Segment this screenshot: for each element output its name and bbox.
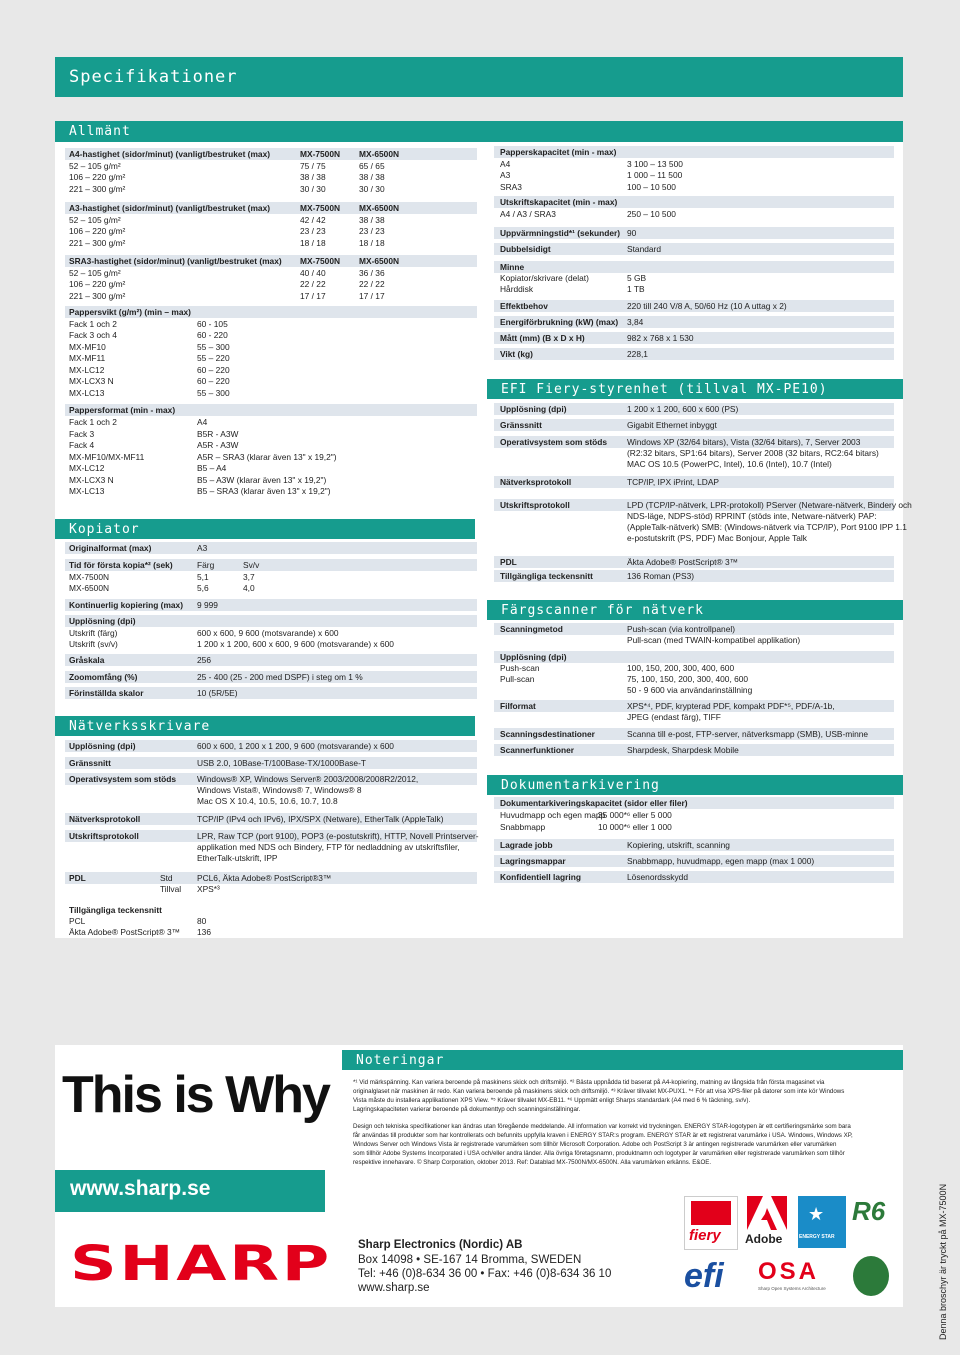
speed-value: 38 / 38	[359, 172, 385, 182]
spec-label: Konfidentiell lagring	[500, 872, 581, 882]
spec-label: Upplösning (dpi)	[69, 741, 136, 751]
paper-format-heading: Pappersformat (min - max)	[69, 405, 176, 415]
spec-label: Gränssnitt	[500, 420, 542, 430]
spec-label: Vikt (kg)	[500, 349, 533, 359]
speed-value: 65 / 65	[359, 160, 385, 171]
row-highlight	[65, 654, 477, 666]
column-header: Sv/v	[243, 560, 260, 570]
spec-label: Zoomomfång (%)	[69, 672, 138, 682]
speed-value: 38 / 38	[300, 172, 326, 182]
note-line: respektive innehavare. © Sharp Corporation, oktober 2013. Ref: Datablad MX-7500N/MX-6500N. Alla varumärken erkänns. E&OE.	[353, 1159, 712, 1166]
section-title: EFI Fiery-styrenhet (tillval MX-PE10)	[501, 381, 828, 397]
spec-label: Uppvärmningstid*¹ (sekunder)	[500, 228, 621, 238]
swan-eco-logo	[853, 1256, 889, 1296]
section-title: Färgscanner för nätverk	[501, 602, 705, 618]
tray-label: MX-LC13	[69, 387, 105, 398]
spec-label: Scanningsdestinationer	[500, 729, 595, 739]
spec-label: Kontinuerlig kopiering (max)	[69, 600, 183, 610]
website-link[interactable]: www.sharp.se	[70, 1177, 211, 1200]
model-header: MX-7500N	[300, 149, 341, 159]
spec-value: 256	[197, 655, 211, 665]
note-line: Lagringskapaciteten varierar beroende på dokumenttyp och scanningsinställningar.	[353, 1106, 581, 1113]
spec-value: LPR, Raw TCP (port 9100), POP3 (e-postutskrift), HTTP, Novell Printserver-	[197, 831, 479, 841]
spec-value: Scanna till e-post, FTP-server, nätverksmapp (SMB), USB-minne	[627, 729, 869, 739]
osa-subtext: Sharp Open Systems Architecture	[758, 1286, 826, 1291]
osa-logo	[758, 1258, 846, 1298]
weight-label: 106 – 220 g/m²	[69, 279, 126, 289]
spec-value: 75, 100, 150, 200, 300, 400, 600	[627, 674, 749, 685]
r6-text: R6	[852, 1196, 886, 1226]
speed-value: 36 / 36	[359, 267, 385, 278]
weight-label: 52 – 105 g/m²	[69, 160, 121, 171]
spec-value: 136	[197, 927, 211, 937]
tray-label: MX-MF10/MX-MF11	[69, 451, 145, 462]
format-value: B5 – A3W (klarar även 13" x 19,2")	[197, 474, 327, 485]
weight-label: 221 – 300 g/m²	[69, 183, 126, 194]
page-title-bar	[55, 57, 903, 97]
energy-star-text: ENERGY STAR	[799, 1234, 835, 1240]
row-highlight	[494, 243, 894, 255]
star-icon: ★	[808, 1204, 825, 1224]
weight-label: 221 – 300 g/m²	[69, 237, 126, 248]
spec-value: MAC OS 10.5 (PowerPC, Intel), 10.6 (Intel), 10.7 (Intel)	[627, 459, 832, 469]
spec-value: Lösenordsskydd	[627, 872, 688, 882]
spec-sublabel: Tillval	[160, 884, 182, 894]
spec-value: 220 till 240 V/8 A, 50/60 Hz (10 A uttag x 2)	[627, 301, 787, 311]
section-title: Noteringar	[356, 1052, 445, 1068]
adobe-logo-text: Adobe	[745, 1232, 783, 1246]
spec-sublabel: Hårddisk	[500, 284, 534, 294]
spec-value: A3	[197, 543, 208, 553]
energy-star-logo	[798, 1196, 846, 1248]
speed-value: 17 / 17	[359, 290, 385, 301]
spec-sublabel: Huvudmapp och egen mapp	[500, 810, 606, 820]
spec-label: PDL	[69, 873, 86, 883]
note-line: som tillhör Adobe Systems Incorporated i USA och/eller andra länder. Alla övriga företagsnamn, produktnamn och logotyper är varumärken eller registrerade varumärken som tillhör	[353, 1150, 845, 1157]
spec-value: 25 - 400 (25 - 200 med DSPF) i steg om 1 %	[197, 672, 363, 682]
spec-value: 100, 150, 200, 300, 400, 600	[627, 663, 735, 673]
efi-text: efi	[684, 1257, 724, 1295]
speed-value: 23 / 23	[359, 226, 385, 236]
spec-value: 100 – 10 500	[627, 181, 676, 192]
spec-value: JPEG (endast färg), TIFF	[627, 712, 721, 722]
tray-label: Fack 1 och 2	[69, 318, 117, 329]
slogan: This is Why	[62, 1066, 329, 1124]
spec-label: Operativsystem som stöds	[69, 774, 177, 784]
spec-label: PDL	[500, 557, 517, 567]
fiery-logo-text: fiery	[689, 1227, 721, 1244]
format-value: A5R - A3W	[197, 440, 239, 450]
tray-label: MX-LC12	[69, 463, 105, 473]
note-line: *¹ Vid märkspänning. Kan variera beroende på maskinens skick och driftsmiljö. *² Bästa uppnådda tid baserat på A4-kopiering, matning av långsida från första magasinet via	[353, 1079, 825, 1086]
spec-value: USB 2.0, 10Base-T/100Base-TX/1000Base-T	[197, 758, 366, 768]
spec-label: Upplösning (dpi)	[500, 404, 567, 414]
sharp-logo: SHARP	[70, 1236, 332, 1292]
spec-sublabel: Push-scan	[500, 663, 540, 673]
spec-label: Energiförbrukning (kW) (max)	[500, 317, 619, 327]
spec-sublabel: PCL	[69, 916, 86, 926]
speed-value: 18 / 18	[300, 237, 326, 248]
spec-value: Äkta Adobe® PostScript® 3™	[627, 557, 739, 567]
speed-heading: A4-hastighet (sidor/minut) (vanligt/bestruket (max)	[69, 149, 271, 159]
spec-value: 3,84	[627, 317, 644, 327]
adobe-logo	[743, 1196, 791, 1248]
tray-label: MX-MF11	[69, 353, 106, 363]
speed-value: 17 / 17	[300, 290, 326, 301]
speed-heading: A3-hastighet (sidor/minut) (vanligt/bestruket (max)	[69, 203, 271, 213]
section-header-scanner	[487, 600, 903, 620]
format-value: B5R - A3W	[197, 428, 239, 439]
speed-value: 42 / 42	[300, 214, 326, 225]
spec-label: Gränssnitt	[69, 758, 111, 768]
spec-label: Gråskala	[69, 655, 105, 665]
spec-value: TCP/IP (IPv4 och IPv6), IPX/SPX (Netware), EtherTalk (AppleTalk)	[197, 814, 444, 824]
spec-value: Sharpdesk, Sharpdesk Mobile	[627, 745, 739, 755]
spec-label: Dubbelsidigt	[500, 244, 551, 254]
section-title: Allmänt	[69, 124, 131, 139]
weight-value: 60 - 105	[197, 318, 228, 329]
spec-value: TCP/IP, IPX iPrint, LDAP	[627, 477, 720, 487]
efi-logo	[684, 1256, 744, 1296]
speed-value: 22 / 22	[300, 279, 326, 289]
spec-value: 600 x 600, 9 600 (motsvarande) x 600	[197, 627, 339, 638]
speed-heading: SRA3-hastighet (sidor/minut) (vanligt/bestruket (max)	[69, 256, 282, 266]
spec-value: EtherTalk-utskrift, IPP	[197, 853, 278, 863]
address-line: Box 14098 • SE-167 14 Bromma, SWEDEN	[358, 1254, 582, 1266]
spec-value: 10 000*⁶ eller 1 000	[598, 821, 672, 832]
tray-label: MX-LC12	[69, 364, 105, 375]
spec-label: Filformat	[500, 701, 536, 711]
speed-value: 40 / 40	[300, 267, 326, 278]
spec-sublabel: A3	[500, 170, 511, 180]
spec-value: 228,1	[627, 349, 648, 359]
spec-label: Utskriftsprotokoll	[500, 500, 570, 510]
spec-value: 4,0	[243, 583, 255, 593]
phone-line: Tel: +46 (0)8-634 36 00 • Fax: +46 (0)8-634 36 10	[358, 1268, 612, 1280]
spec-value: Gigabit Ethernet inbyggt	[627, 420, 717, 430]
tray-label: Fack 1 och 2	[69, 417, 117, 427]
side-print-note: Denna broschyr är tryckt på MX-7500N	[938, 1183, 948, 1340]
spec-value: 80	[197, 916, 207, 926]
spec-value: 50 - 9 600 via användarinställning	[627, 685, 753, 696]
model-header: MX-6500N	[359, 203, 400, 213]
speed-value: 38 / 38	[359, 214, 385, 225]
spec-value: 1 TB	[627, 284, 645, 294]
fiery-logo	[684, 1196, 738, 1250]
spec-value: Kopiering, utskrift, scanning	[627, 840, 730, 850]
spec-value: 1 200 x 1 200, 600 x 600 (PS)	[627, 404, 739, 414]
speed-value: 23 / 23	[300, 226, 326, 236]
section-header-dokumentarkivering	[487, 775, 903, 795]
spec-sublabel: Std	[160, 873, 173, 883]
spec-label: Upplösning (dpi)	[69, 616, 136, 626]
model-header: MX-7500N	[300, 203, 341, 213]
model-header: MX-7500N	[300, 256, 341, 266]
spec-value: 5,1	[197, 571, 209, 582]
spec-label: Scannerfunktioner	[500, 745, 574, 755]
section-header-efi	[487, 379, 903, 399]
adobe-mark-icon	[743, 1196, 791, 1230]
spec-value: XPS*⁴, PDF, krypterad PDF, kompakt PDF*⁵, PDF/A-1b,	[627, 701, 835, 711]
spec-sublabel: A4 / A3 / SRA3	[500, 209, 556, 219]
spec-value: Snabbmapp, huvudmapp, egen mapp (max 1 000)	[627, 856, 815, 866]
weight-value: 60 – 220	[197, 364, 230, 375]
spec-label: Förinställda skalor	[69, 688, 144, 698]
tray-label: MX-LCX3 N	[69, 474, 114, 485]
weight-label: 106 – 220 g/m²	[69, 172, 126, 182]
address-block	[358, 1238, 611, 1295]
tray-label: Fack 3	[69, 428, 95, 439]
spec-value: applikation med NDS och Bindery, FTP för nedladdning av utskriftsfiler,	[197, 842, 460, 852]
spec-value: NDS-läge, NDPS-stöd) RPRINT (stöds inte, Netware-nätverk) PAP:	[627, 511, 877, 521]
spec-label: Tillgängliga teckensnitt	[500, 571, 593, 581]
spec-value: Pull-scan (med TWAIN-kompatibel applikation)	[627, 635, 801, 645]
spec-value: 982 x 768 x 1 530	[627, 333, 694, 343]
spec-value: 250 – 10 500	[627, 209, 676, 219]
spec-label: Tillgängliga teckensnitt	[69, 905, 162, 915]
spec-label: Mått (mm) (B x D x H)	[500, 333, 585, 343]
row-highlight	[494, 261, 894, 273]
note-line: originalglaset när maskinen är redo. Kan variera beroende på maskinens skick och driftsmiljö. *³ Kräver tillvalet MX-PUX1. *⁴ För att visa XPS-filer på datorer som inte kör Windows	[353, 1088, 845, 1095]
weight-label: 52 – 105 g/m²	[69, 267, 121, 278]
spec-value: Mac OS X 10.4, 10.5, 10.6, 10.7, 10.8	[197, 796, 338, 806]
section-title: Dokumentarkivering	[501, 777, 660, 793]
tray-label: MX-MF10	[69, 341, 106, 352]
spec-value: 600 x 600, 1 200 x 1 200, 9 600 (motsvarande) x 600	[197, 741, 394, 751]
spec-label: Upplösning (dpi)	[500, 652, 567, 662]
spec-sublabel: SRA3	[500, 181, 522, 192]
spec-label: Papperskapacitet (min - max)	[500, 147, 617, 157]
spec-value: Windows XP (32/64 bitars), Vista (32/64 bitars), 7, Server 2003	[627, 437, 861, 447]
osa-text: OSA	[758, 1258, 820, 1285]
spec-label: Dokumentarkiveringskapacitet (sidor eller filer)	[500, 798, 688, 808]
spec-label: Utskriftsprotokoll	[69, 831, 139, 841]
spec-value: LPD (TCP/IP-nätverk, LPR-protokoll) PServer (Netware-nätverk, Bindery och	[627, 500, 912, 510]
speed-value: 75 / 75	[300, 160, 326, 171]
section-header-noteringar	[342, 1050, 903, 1070]
spec-label: Nätverksprotokoll	[69, 814, 141, 824]
spec-value: 1 200 x 1 200, 600 x 600, 9 600 (motsvarande) x 600	[197, 639, 394, 649]
column-header: Färg	[197, 560, 215, 570]
tray-label: MX-LCX3 N	[69, 376, 114, 386]
spec-value: 1 000 – 11 500	[627, 170, 683, 180]
weight-label: 106 – 220 g/m²	[69, 226, 126, 236]
spec-value: Windows® XP, Windows Server® 2003/2008/2008R2/2012,	[197, 774, 419, 784]
spec-value: (R2:32 bitars, SP1:64 bitars), Server 2008 (32 bitars, RC2:64 bitars)	[627, 448, 879, 458]
tray-label: MX-LC13	[69, 486, 105, 496]
spec-label: Minne	[500, 262, 525, 272]
format-value: B5 – SRA3 (klarar även 13" x 19,2")	[197, 486, 331, 496]
spec-value: XPS*³	[197, 884, 220, 894]
tray-label: Fack 3 och 4	[69, 330, 117, 340]
spec-sublabel: Kopiator/skrivare (delat)	[500, 273, 589, 283]
format-value: A4	[197, 417, 208, 427]
section-header-natverksskrivare	[55, 716, 475, 736]
spec-value: 9 999	[197, 600, 218, 610]
spec-label: Utskriftskapacitet (min - max)	[500, 197, 618, 207]
weight-value: 55 – 300	[197, 341, 230, 352]
paper-weight-heading: Pappersvikt (g/m²) (min – max)	[69, 307, 191, 317]
section-title: Kopiator	[69, 521, 140, 537]
company-name: Sharp Electronics (Nordic) AB	[358, 1239, 523, 1251]
spec-label: Lagringsmappar	[500, 856, 566, 866]
model-header: MX-6500N	[359, 149, 400, 159]
note-line: Vista måste du installera applikationen XPS View. *⁵ Kräver tillvalet MX-EB11. *⁶ Uppmätt enligt Sharps standardark (A4 med 6 % täckning, sv/v).	[353, 1097, 751, 1104]
spec-label: Operativsystem som stöds	[500, 437, 608, 447]
spec-sublabel: Snabbmapp	[500, 821, 546, 832]
row-highlight	[494, 348, 894, 360]
spec-value: 90	[627, 228, 637, 238]
spec-sublabel: Utskrift (sv/v)	[69, 639, 118, 649]
first-copy-heading: Tid för första kopia*² (sek)	[69, 560, 173, 570]
weight-value: 60 - 220	[197, 330, 228, 340]
spec-sublabel: A4	[500, 158, 511, 169]
note-line: Windows Server och Windows Vista är registrerade varumärken som tillhör Microsoft Corporation. Adobe och PostScript 3 är antingen registrerade varumärken eller varumärken	[353, 1141, 837, 1148]
weight-label: 221 – 300 g/m²	[69, 290, 126, 301]
spec-label: Nätverksprotokoll	[500, 477, 572, 487]
section-title: Nätverksskrivare	[69, 718, 211, 734]
speed-value: 30 / 30	[300, 183, 326, 194]
spec-value: e-postutskrift (PS, PDF) Mac Bonjour, Apple Talk	[627, 533, 807, 543]
model-header: MX-6500N	[359, 256, 400, 266]
weight-value: 55 – 220	[197, 353, 230, 363]
spec-value: Push-scan (via kontrollpanel)	[627, 624, 735, 634]
spec-value: 136 Roman (PS3)	[627, 571, 695, 581]
speed-value: 22 / 22	[359, 279, 385, 289]
section-header-allmant	[55, 121, 903, 142]
spec-sublabel: Äkta Adobe® PostScript® 3™	[69, 927, 181, 937]
spec-label: Scanningmetod	[500, 624, 563, 634]
tray-label: Fack 4	[69, 440, 95, 450]
format-value: A5R – SRA3 (klarar även 13" x 19,2")	[197, 451, 337, 462]
address-website[interactable]: www.sharp.se	[358, 1282, 430, 1294]
r6-logo	[852, 1196, 890, 1248]
weight-label: 52 – 105 g/m²	[69, 214, 121, 225]
weight-value: 60 – 220	[197, 376, 230, 386]
format-value: B5 – A4	[197, 463, 227, 473]
note-line: Design och tekniska specifikationer kan ändras utan föregående meddelande. All information var korrekt vid tryckningen. ENERGY STAR-logotypen är ett certifieringsmärke som bara	[353, 1123, 851, 1130]
spec-value: PCL6, Äkta Adobe® PostScript®3™	[197, 873, 332, 883]
spec-value: 5,6	[197, 583, 209, 593]
spec-value: (AppleTalk-nätverk) SMB: (Windows-nätverk via TCP/IP), Port 9100 IPP 1.1	[627, 522, 907, 532]
spec-label: Originalformat (max)	[69, 543, 152, 553]
weight-value: 55 – 300	[197, 387, 230, 398]
spec-value: 35 000*⁶ eller 5 000	[598, 810, 672, 820]
spec-label: Lagrade jobb	[500, 840, 553, 850]
spec-value: Standard	[627, 244, 661, 254]
model-label: MX-7500N	[69, 571, 110, 582]
spec-value: 10 (5R/5E)	[197, 688, 238, 698]
spec-sublabel: Utskrift (färg)	[69, 627, 118, 638]
spec-value: Windows Vista®, Windows® 7, Windows® 8	[197, 785, 362, 795]
speed-value: 18 / 18	[359, 237, 385, 248]
page-title: Specifikationer	[69, 67, 238, 87]
spec-sublabel: Pull-scan	[500, 674, 535, 685]
note-line: får användas till produkter som har kontrollerats och befunnits uppfylla kraven i ENERGY STAR:s program. ENERGY STAR är ett registrerat varumärke i USA. Windows, Windows XP,	[353, 1132, 853, 1139]
speed-value: 30 / 30	[359, 183, 385, 194]
model-label: MX-6500N	[69, 583, 110, 593]
spec-value: 3 100 – 13 500	[627, 158, 683, 169]
spec-value: 3,7	[243, 571, 255, 582]
spec-label: Effektbehov	[500, 301, 548, 311]
spec-value: 5 GB	[627, 273, 647, 283]
section-header-kopiator	[55, 519, 475, 539]
